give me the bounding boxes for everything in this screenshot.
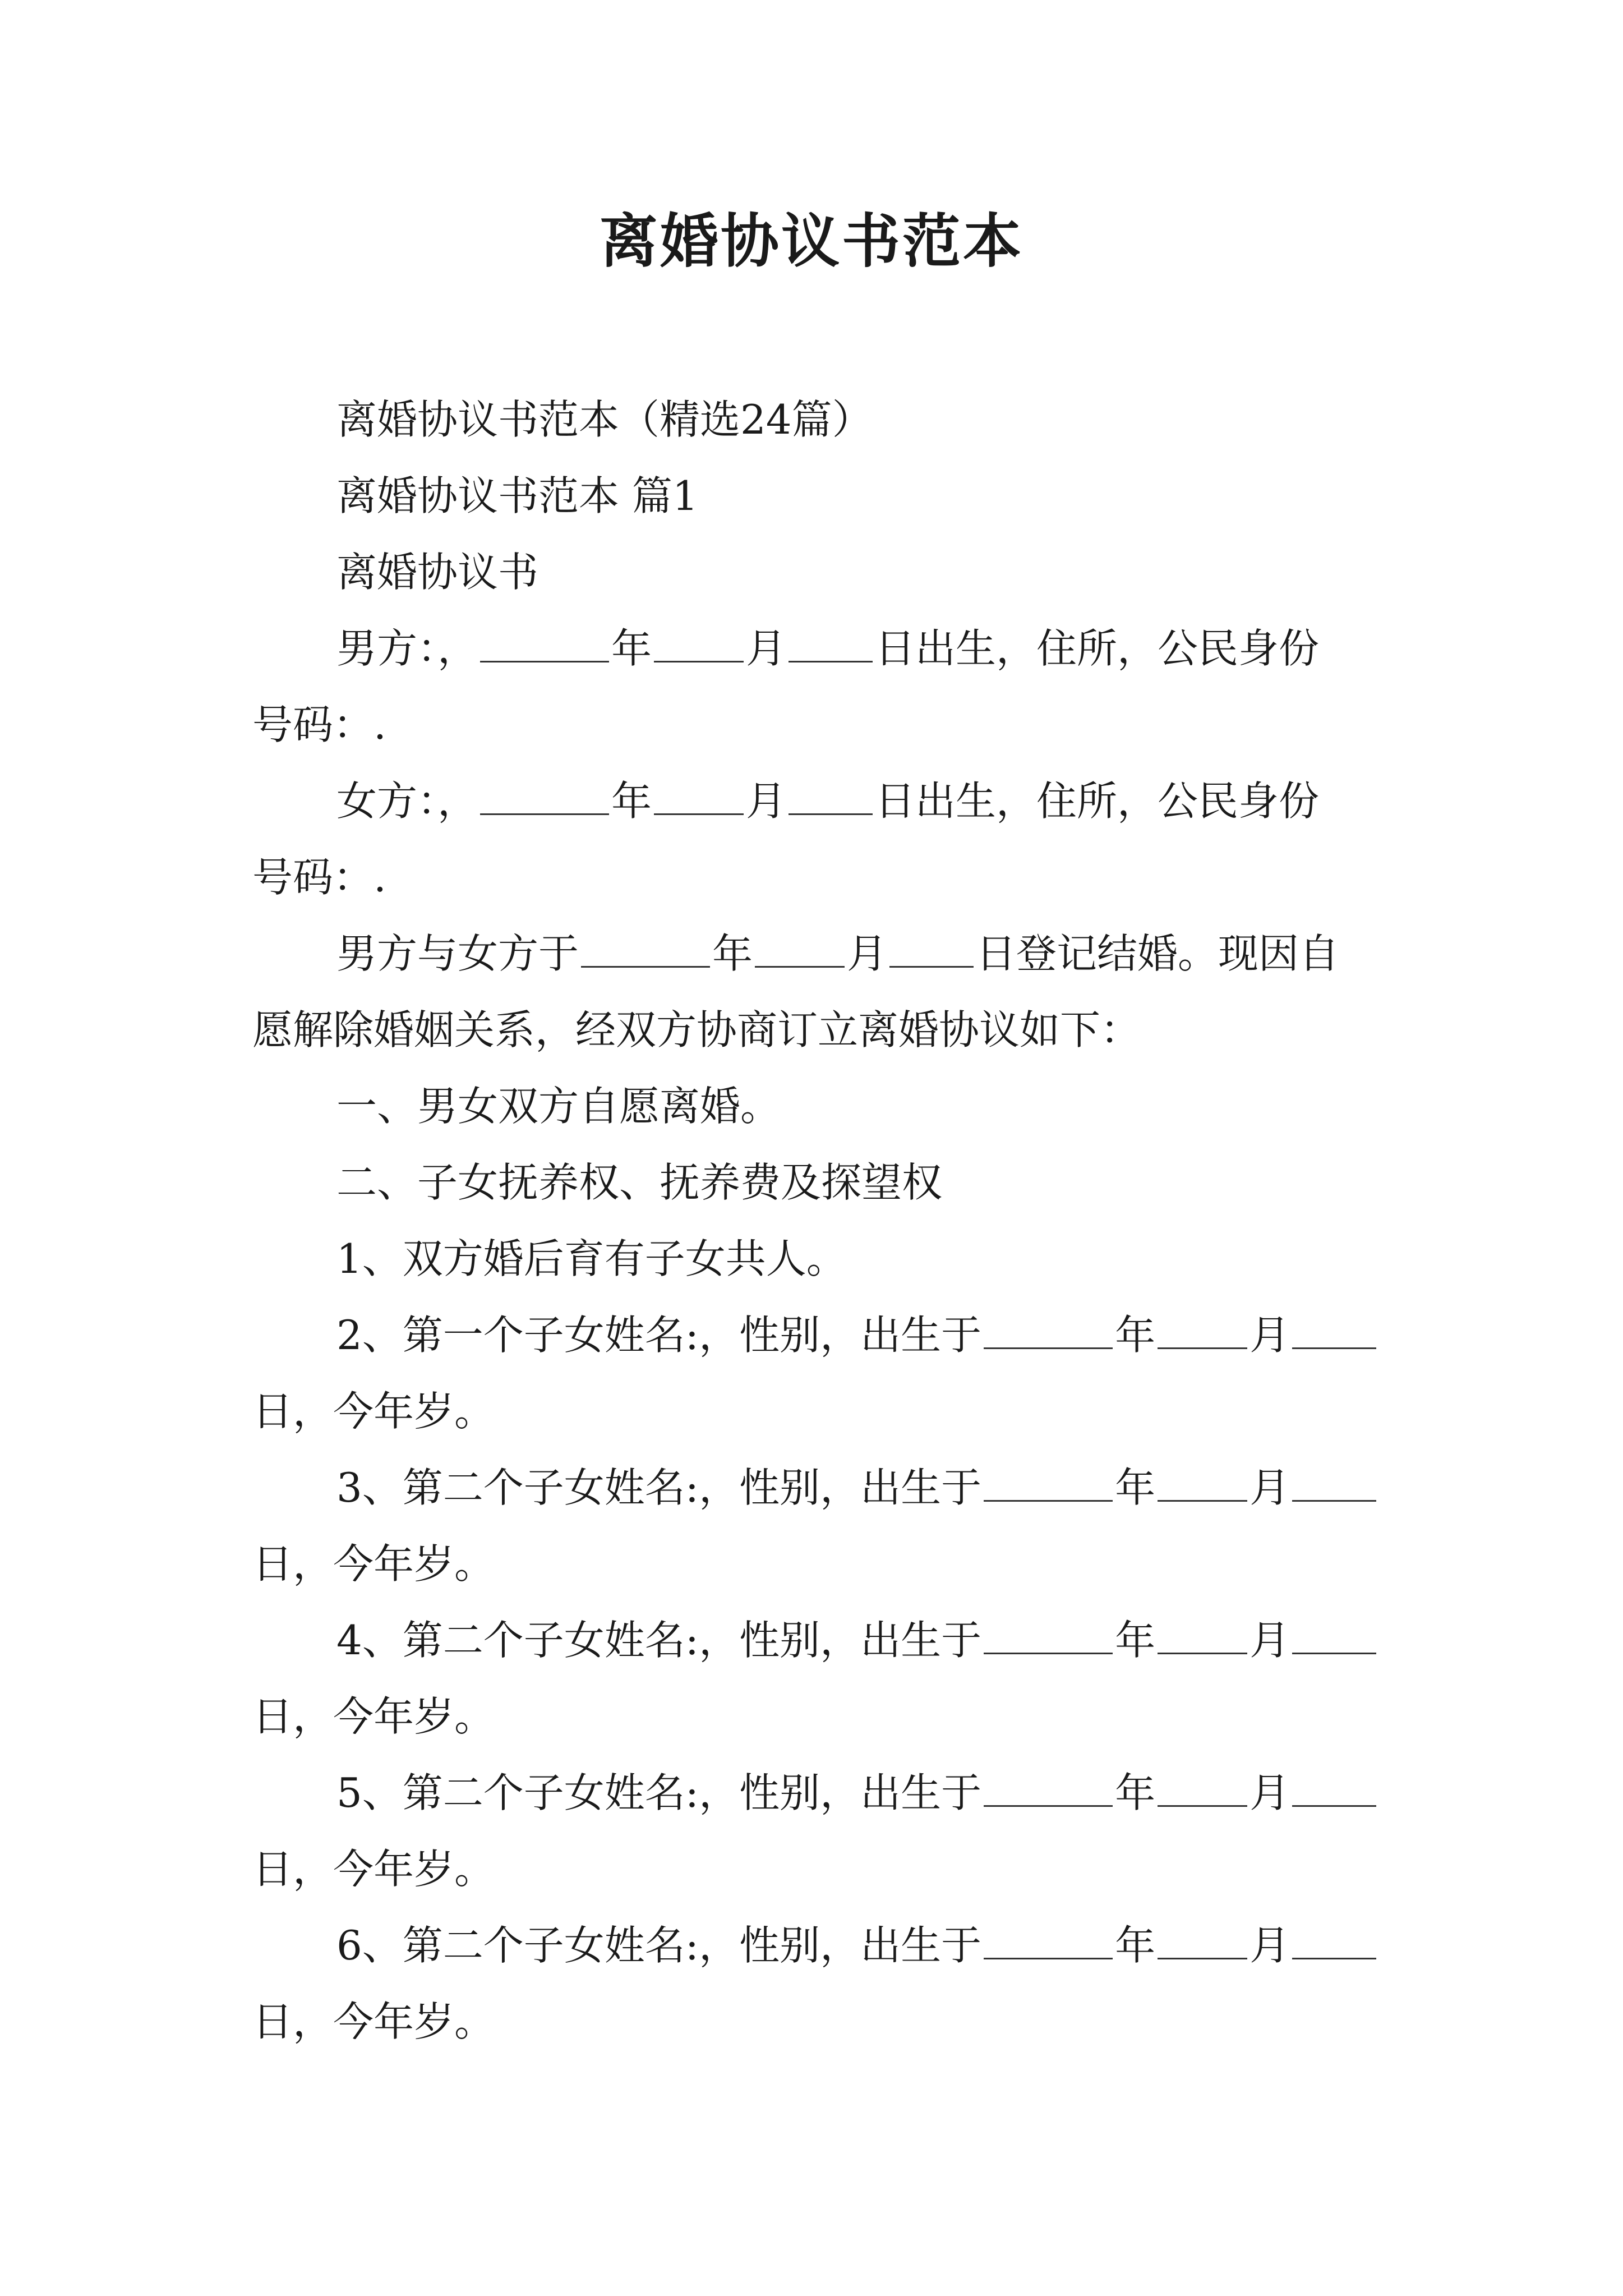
- blank-field: [1292, 1315, 1376, 1349]
- blank-field: [480, 781, 609, 815]
- child-line: [252, 1907, 1377, 1984]
- month-label: 月: [746, 625, 787, 672]
- blank-field: [1158, 1467, 1247, 1502]
- month-label: 月: [1249, 1617, 1290, 1664]
- blank-field: [654, 781, 744, 815]
- blank-field: [984, 1315, 1113, 1349]
- month-label: 月: [1249, 1312, 1290, 1359]
- male-suffix: 日出生，住所，公民身份: [875, 625, 1320, 672]
- blank-field: [1292, 1773, 1376, 1807]
- male-info-cont: 号码：.: [252, 701, 386, 748]
- blank-field: [984, 1773, 1113, 1807]
- section-heading: 离婚协议书范本 篇1: [336, 472, 698, 519]
- child-cont: 日，今年岁。: [252, 1388, 495, 1435]
- child-prefix: 3、第二个子女姓名:，性别，出生于: [336, 1464, 982, 1511]
- blank-field: [755, 933, 845, 968]
- child-prefix: 2、第一个子女姓名:，性别，出生于: [336, 1312, 982, 1359]
- blank-field: [480, 628, 609, 662]
- blank-field: [789, 628, 873, 662]
- marriage-cont: 愿解除婚姻关系，经双方协商订立离婚协议如下：: [252, 1006, 1141, 1053]
- year-label: 年: [1115, 1617, 1156, 1664]
- month-label: 月: [1249, 1922, 1290, 1969]
- marriage-suffix: 日登记结婚。现因自: [976, 930, 1340, 977]
- marriage-line: [252, 915, 1377, 992]
- marriage-prefix: 男方与女方于: [336, 930, 579, 977]
- year-label: 年: [712, 930, 753, 977]
- blank-field: [1158, 1315, 1247, 1349]
- month-label: 月: [746, 777, 787, 825]
- child-line: [252, 1602, 1377, 1678]
- child-line: [252, 1297, 1377, 1373]
- blank-field: [889, 933, 974, 968]
- year-label: 年: [1115, 1312, 1156, 1359]
- child-cont: 日，今年岁。: [252, 1540, 495, 1588]
- blank-field: [1158, 1773, 1247, 1807]
- male-prefix: 男方：，: [336, 625, 478, 672]
- blank-field: [789, 781, 873, 815]
- year-label: 年: [1115, 1769, 1156, 1816]
- month-label: 月: [847, 930, 888, 977]
- child-line: [252, 1450, 1377, 1526]
- female-info-line: [252, 763, 1377, 839]
- subtitle: 离婚协议书范本（精选24篇）: [336, 396, 873, 443]
- female-suffix: 日出生，住所，公民身份: [875, 777, 1320, 825]
- page-title: 离婚协议书范本: [599, 206, 1023, 275]
- blank-field: [1292, 1925, 1376, 1959]
- blank-field: [1158, 1925, 1247, 1959]
- blank-field: [581, 933, 710, 968]
- blank-field: [654, 628, 744, 662]
- year-label: 年: [1115, 1464, 1156, 1511]
- child-cont: 日，今年岁。: [252, 1693, 495, 1740]
- blank-field: [1292, 1467, 1376, 1502]
- blank-field: [1292, 1620, 1376, 1654]
- clause-1: 一、男女双方自愿离婚。: [336, 1083, 781, 1130]
- document-body: [252, 381, 1377, 2060]
- clause-2: 二、子女抚养权、抚养费及探望权: [336, 1159, 943, 1206]
- female-info-cont: 号码：.: [252, 854, 386, 901]
- female-prefix: 女方：，: [336, 777, 478, 825]
- child-prefix: 5、第二个子女姓名:，性别，出生于: [336, 1769, 982, 1816]
- male-info-line: [252, 610, 1377, 687]
- blank-field: [984, 1620, 1113, 1654]
- blank-field: [984, 1925, 1113, 1959]
- child-prefix: 4、第二个子女姓名:，性别，出生于: [336, 1617, 982, 1664]
- doc-heading: 离婚协议书: [336, 549, 539, 596]
- child-line: [252, 1755, 1377, 1831]
- child-prefix: 6、第二个子女姓名:，性别，出生于: [336, 1922, 982, 1969]
- month-label: 月: [1249, 1464, 1290, 1511]
- year-label: 年: [1115, 1922, 1156, 1969]
- child-cont: 日，今年岁。: [252, 1998, 495, 2045]
- child-cont: 日，今年岁。: [252, 1846, 495, 1893]
- month-label: 月: [1249, 1769, 1290, 1816]
- blank-field: [984, 1467, 1113, 1502]
- item-1: 1、双方婚后育有子女共人。: [336, 1235, 847, 1282]
- year-label: 年: [611, 777, 652, 825]
- blank-field: [1158, 1620, 1247, 1654]
- year-label: 年: [611, 625, 652, 672]
